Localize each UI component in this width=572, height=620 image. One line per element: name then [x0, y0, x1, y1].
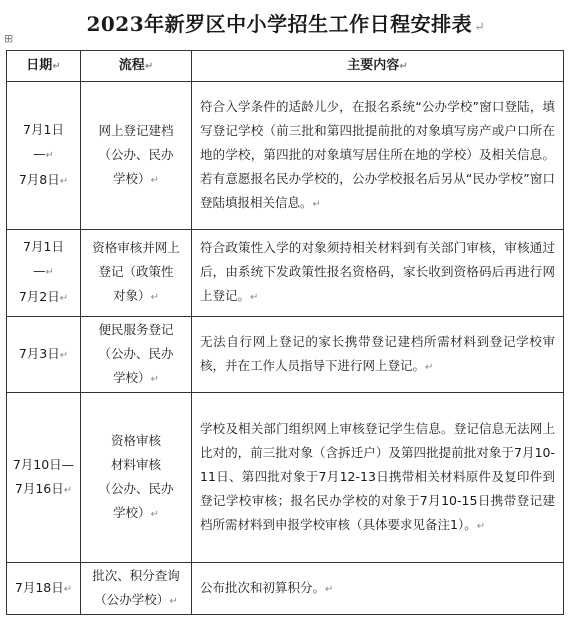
row-date: 7月10日— 7月16日↵: [7, 393, 81, 563]
row-process: 网上登记建档 （公办、民办 学校）↵: [81, 82, 192, 230]
table-row: [7, 393, 564, 563]
return-mark-icon: ↵: [474, 20, 486, 35]
row-process: 资格审核并网上 登记（政策性 对象）↵: [81, 230, 192, 317]
row-date: 7月18日↵: [7, 563, 81, 615]
table-row: [7, 563, 564, 615]
header-date: 日期↵: [7, 51, 81, 82]
row-content: 学校及相关部门组织网上审核登记学生信息。登记信息无法网上比对的，前三批对象（含拆迁户）及第四批提前批对象于7月10-11日、第四批对象于7月12-13日携带相关材料原件及复印件到登记学校审核；报名民办学校的对象于7月10-15日携带登记建档所需材料到申报学校审核（具体要求见备注1）。↵: [192, 393, 564, 563]
row-date: 7月1日 —↵ 7月2日↵: [7, 230, 81, 317]
table-row: [7, 230, 564, 317]
row-date: 7月1日 —↵ 7月8日↵: [7, 82, 81, 230]
row-process: 批次、积分查询 （公办学校）↵: [81, 563, 192, 615]
row-process: 资格审核 材料审核 （公办、民办 学校）↵: [81, 393, 192, 563]
table-header-row: [7, 51, 564, 82]
page-title: [0, 8, 572, 37]
row-content: 符合入学条件的适龄儿少，在报名系统“公办学校”窗口登陆，填写登记学校（前三批和第四批提前批的对象填写房产或户口所在地的学校，第四批的对象填写居住所在地的学校）及相关信息。若有意愿报名民办学校的，公办学校报名后另从“民办学校”窗口登陆填报相关信息。↵: [192, 82, 564, 230]
row-process: 便民服务登记 （公办、民办 学校）↵: [81, 317, 192, 393]
row-content: 无法自行网上登记的家长携带登记建档所需材料到登记学校审核，并在工作人员指导下进行网上登记。↵: [192, 317, 564, 393]
row-content: 公布批次和初算积分。↵: [192, 563, 564, 615]
row-content: 符合政策性入学的对象须持相关材料到有关部门审核，审核通过后，由系统下发政策性报名资格码，家长收到资格码后再进行网上登记。↵: [192, 230, 564, 317]
table-anchor-icon[interactable]: ⊞: [4, 32, 14, 45]
table-row: [7, 317, 564, 393]
schedule-table: [6, 50, 564, 615]
row-date: 7月3日↵: [7, 317, 81, 393]
table-row: [7, 82, 564, 230]
header-process: 流程↵: [81, 51, 192, 82]
header-content: 主要内容↵: [192, 51, 564, 82]
title-text: 2023年新罗区中小学招生工作日程安排表: [86, 12, 473, 36]
